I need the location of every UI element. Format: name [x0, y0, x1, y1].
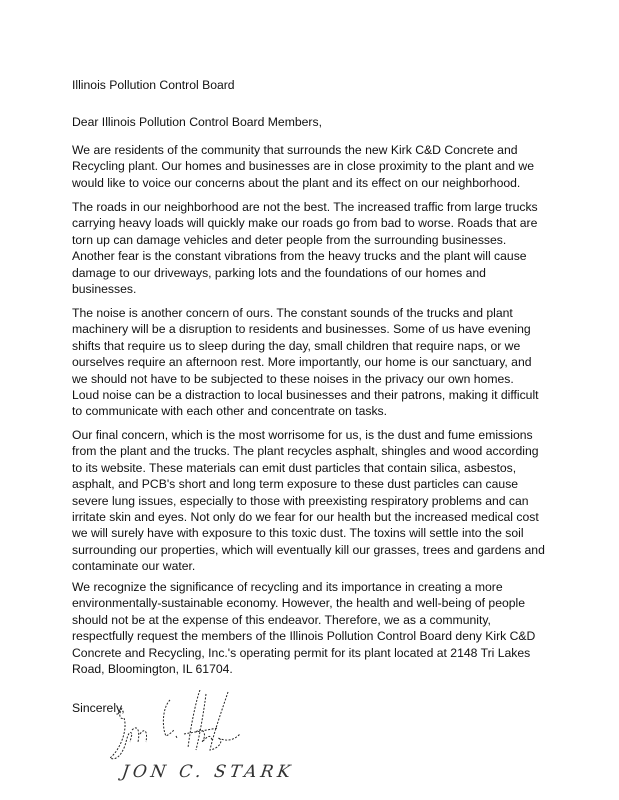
text-line: we will surely have with exposure to this toxic dust. The toxins will settle into the soil: [72, 526, 524, 541]
text-line: carrying heavy loads will quickly make our roads go from bad to worse. Roads that are: [72, 216, 538, 231]
paragraph-roads: [72, 199, 612, 297]
paragraph-request: [72, 579, 612, 677]
text-line: Another fear is the constant vibrations from the heavy trucks and the plant will cause: [72, 249, 527, 264]
text-line: irritate skin and eyes. Not only do we fear for our health but the increased medical cost: [72, 510, 539, 525]
text-line: Concrete and Recycling, Inc.'s operating permit for its plant located at 2148 Tri Lakes: [72, 645, 531, 660]
text-line: respectfully request the members of the Illinois Pollution Control Board deny Kirk C&D: [72, 629, 536, 644]
text-line: environmentally-sustainable economy. However, the health and well-being of people: [72, 596, 526, 611]
text-line: The noise is another concern of ours. The constant sounds of the trucks and plant: [72, 306, 513, 320]
salutation: Dear Illinois Pollution Control Board Members,: [72, 115, 322, 129]
text-line: torn up can damage vehicles and deter people from the surrounding businesses.: [72, 232, 507, 247]
text-line: to its website. These materials can emit dust particles that contain silica, asbestos,: [72, 460, 517, 475]
text-line: The roads in our neighborhood are not the best. The increased traffic from large trucks: [72, 200, 538, 214]
text-line: to communicate with each other and concentrate on tasks.: [72, 404, 388, 419]
text-line: machinery will be a disruption to residents and businesses. Some of us have evening: [72, 322, 531, 337]
text-line: Recycling plant. Our homes and businesses are in close proximity to the plant and we: [72, 159, 535, 174]
text-line: should not be at the expense of this endeavor. Therefore, we as a community,: [72, 612, 491, 627]
text-line: damage to our driveways, parking lots and the foundations of our homes and: [72, 265, 486, 280]
signature-printed-name: JON C. STARK: [120, 762, 296, 782]
signature-initial: [163, 700, 174, 736]
text-line: We are residents of the community that surrounds the new Kirk C&D Concrete and: [72, 143, 518, 157]
text-line: ourselves require an afternoon rest. More importantly, our home is our sanctuary, and: [72, 355, 532, 370]
closing: Sincerely,: [72, 701, 125, 715]
text-line: severe lung issues, especially to those with preexisting respiratory problems and can: [72, 493, 529, 508]
text-line: asphalt, and PCB's short and long term exposure to these dust particles can cause: [72, 477, 519, 492]
text-line: Road, Bloomington, IL 61704.: [72, 662, 233, 677]
text-line: We recognize the significance of recycling and its importance in creating a more: [72, 580, 503, 594]
text-line: would like to voice our concerns about the plant and its effect on our neighborhood.: [72, 175, 521, 190]
text-line: Our final concern, which is the most worrisome for us, is the dust and fume emissions: [72, 428, 533, 442]
text-line: surrounding our properties, which will eventually kill our grasses, trees and gardens and: [72, 542, 545, 557]
handwritten-signature: [110, 690, 260, 765]
paragraph-intro: [72, 142, 612, 191]
text-line: businesses.: [72, 282, 137, 297]
addressee: Illinois Pollution Control Board: [72, 78, 235, 92]
signature-last-name: [184, 690, 240, 750]
paragraph-noise: [72, 305, 612, 420]
signature-first-name: [110, 708, 147, 759]
text-line: Loud noise can be a distraction to local businesses and their patrons, making it difficult: [72, 388, 539, 403]
text-line: contaminate our water.: [72, 559, 196, 574]
signature-dot: [176, 736, 177, 738]
text-line: we should not have to be subjected to these noises in the privacy our own homes.: [72, 371, 514, 386]
text-line: from the plant and the trucks. The plant recycles asphalt, shingles and wood according: [72, 444, 539, 459]
text-line: shifts that require us to sleep during the day, small children that require naps, or we: [72, 338, 521, 353]
paragraph-dust: [72, 427, 612, 575]
